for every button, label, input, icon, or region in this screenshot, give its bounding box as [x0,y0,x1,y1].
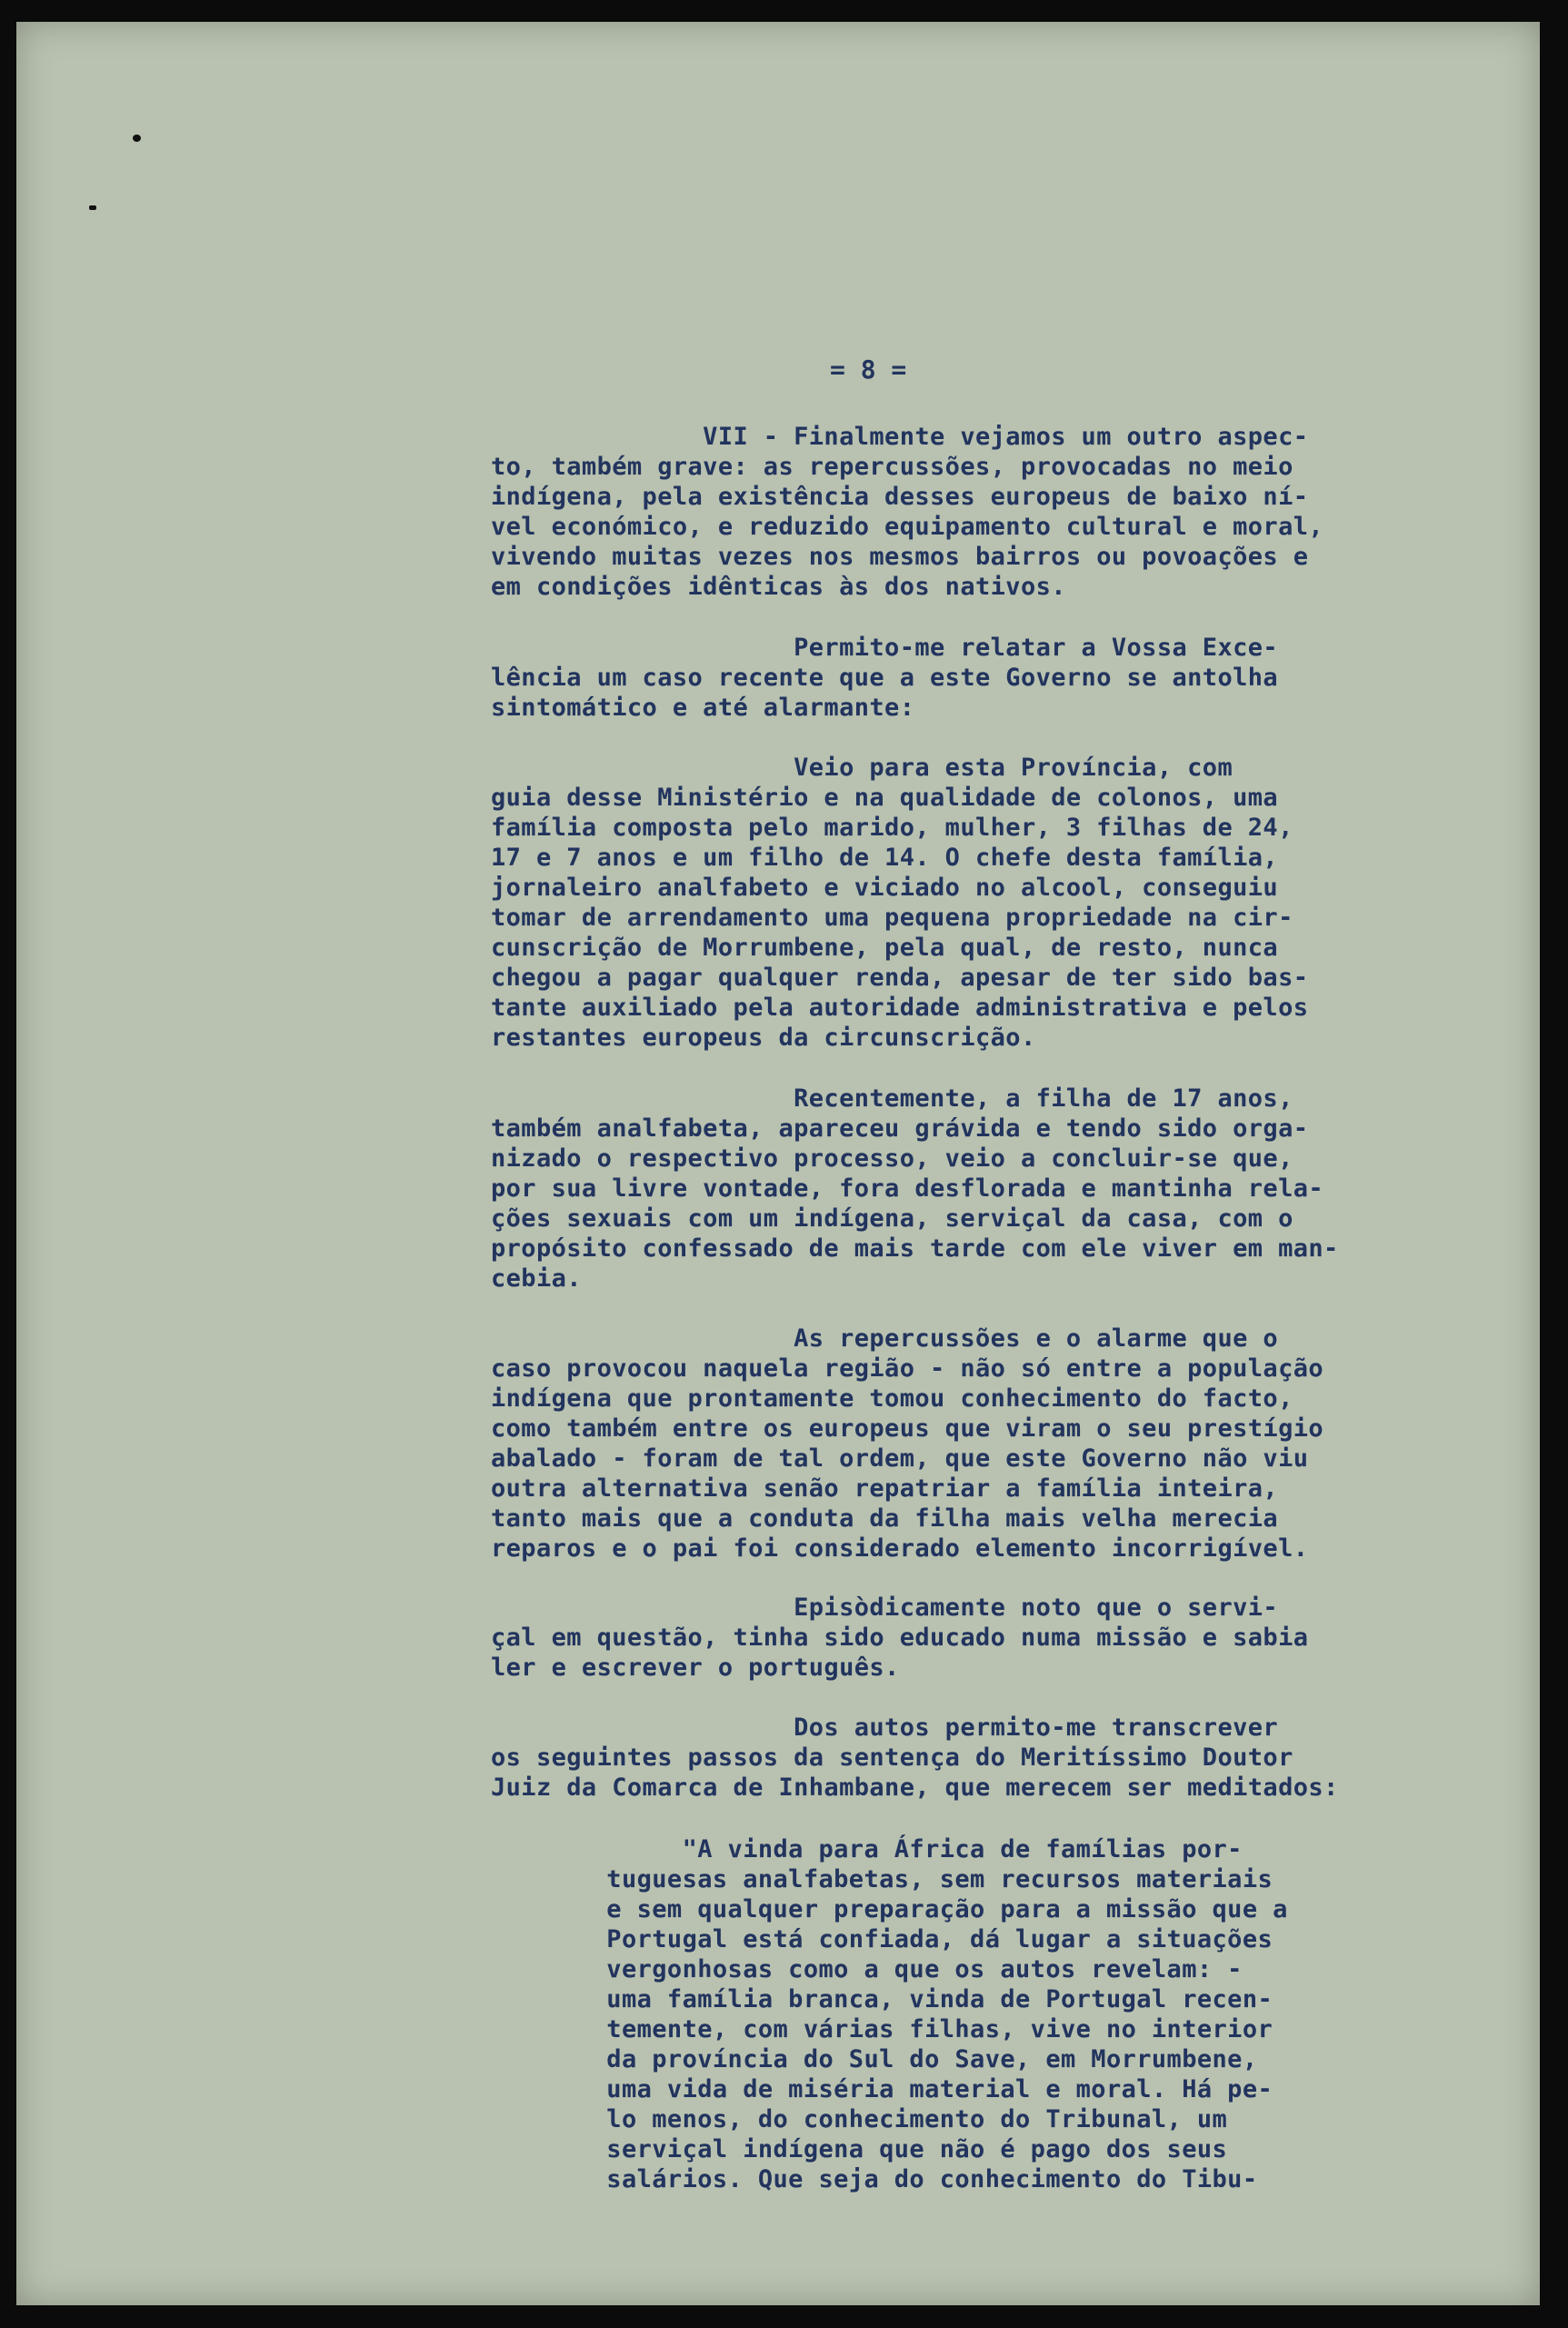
ink-spot [133,135,141,142]
paragraph-permito: Permito-me relatar a Vossa Exce- lência um caso recente que a este Governo se antolha sintomático e até alarmante: [491,634,1279,722]
page-number: = 8 = [830,355,907,385]
quoted-sentence: "A vinda para África de famílias por- tuguesas analfabetas, sem recursos materiais e sem qualquer preparação para a missão que a Portugal está confiada, dá lugar a situações vergonhosas como a que os autos revelam: - uma família branca, vinda de Portugal recen- temente, com várias filhas, vive no interior da província do Sul do Save, em Morrumbene, uma vida de miséria material e moral. Há pe- lo menos, do conhecimento do Tribunal, um serviçal indígena que não é pago dos seus salários. Que seja do conhecimento do Tibu- [606,1835,1288,2193]
paragraph-dos-autos: Dos autos permito-me transcrever os seguintes passos da sentença do Meritíssimo Doutor Juiz da Comarca de Inhambane, que merecem ser meditados: [491,1714,1339,1802]
ink-spot [89,205,96,210]
paragraph-veio: Veio para esta Província, com guia desse Ministério e na qualidade de colonos, uma família composta pelo marido, mulher, 3 filhas de 24, 17 e 7 anos e um filho de 14. O chefe desta família, jornaleiro analfabeto e viciado no alcool, conseguiu tomar de arrendamento uma pequena propriedade na cir- cunscrição de Morrumbene, pela qual, de resto, nunca chegou a pagar qualquer renda, apesar de ter sido bas- tante auxiliado pela autoridade administrativa e pelos restantes europeus da circunscrição. [491,754,1309,1052]
paragraph-repercussoes: As repercussões e o alarme que o caso provocou naquela região - não só entre a população indígena que prontamente tomou conhecimento do facto, como também entre os europeus que viram o seu prestígio abalado - foram de tal ordem, que este Governo não viu outra alternativa senão repatriar a família inteira, tanto mais que a conduta da filha mais velha merecia reparos e o pai foi considerado elemento incorrigível. [491,1324,1324,1563]
paragraph-vii: VII - Finalmente vejamos um outro aspec- to, também grave: as repercussões, provocadas no meio indígena, pela existência desses europeus de baixo ní- vel económico, e reduzido equipamento cultural e moral, vivendo muitas vezes nos mesmos bairros ou povoações e em condições idênticas às dos nativos. [491,423,1324,601]
typewritten-page [16,22,1540,2305]
paragraph-recentemente: Recentemente, a filha de 17 anos, também analfabeta, apareceu grávida e tendo sido orga- nizado o respectivo processo, veio a concluir-se que, por sua livre vontade, fora desflorada e mantinha rela- ções sexuais com um indígena, serviçal da casa, com o propósito confessado de mais tarde com ele viver em man- cebia. [491,1084,1339,1293]
paragraph-episodicamente: Episòdicamente noto que o servi- çal em questão, tinha sido educado numa missão e sabia ler e escrever o português. [491,1594,1309,1682]
